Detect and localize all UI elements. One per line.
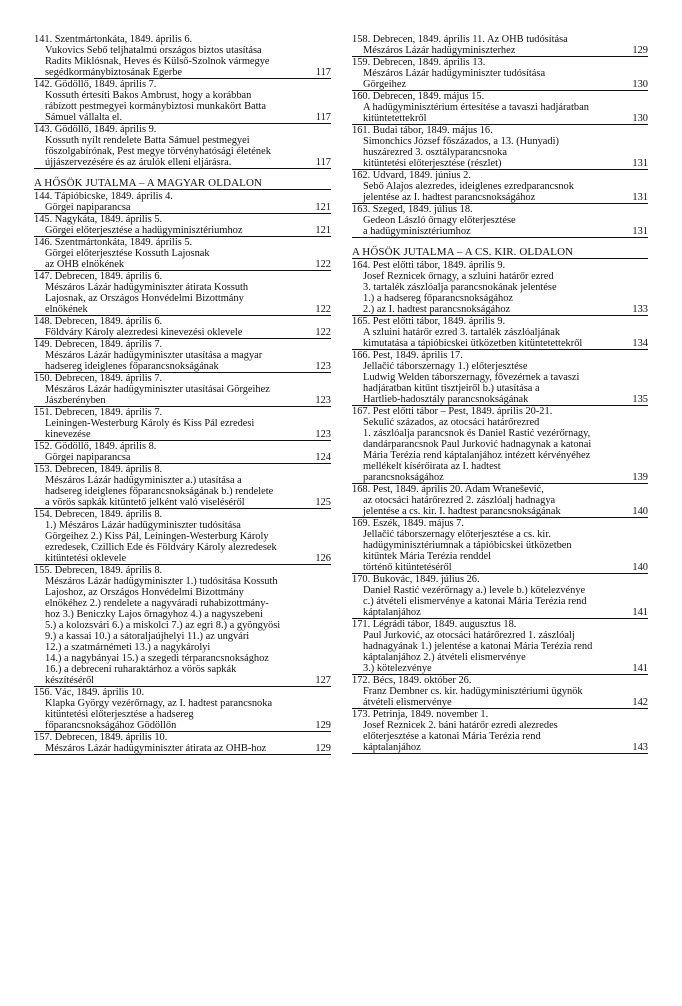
entry-line (352, 652, 648, 663)
entry-text: segédkormánybiztosának Egerbe (45, 67, 183, 78)
page-number: 143 (632, 742, 648, 753)
entry-line (352, 450, 648, 461)
toc-entry (352, 204, 648, 238)
entry-text: kitüntetési előterjesztése (részlet) (363, 158, 502, 169)
toc-entry (34, 407, 331, 441)
toc-entry (352, 619, 648, 675)
entry-text: Görgei napiparancsa (45, 202, 131, 213)
entry-text: A szluini határőr ezred 3. tartalék zászlóaljának (363, 327, 561, 338)
toc-entry (34, 339, 331, 373)
entry-line (352, 686, 648, 697)
page-number: 131 (632, 226, 648, 237)
entry-text: kitüntetési előterjesztése a hadsereg (45, 709, 194, 720)
entry-text: Görgei napiparancsa (45, 452, 131, 463)
entry-text: 2.) az I. hadtest parancsnokságához (363, 304, 511, 315)
entry-text: Sebő Alajos alezredes, ideiglenes ezredparancsnok (363, 181, 574, 192)
page-number: 117 (315, 112, 331, 123)
entry-line (34, 350, 331, 361)
entry-title: 153. Debrecen, 1849. április 8. (34, 464, 163, 475)
page-number: 129 (632, 45, 648, 56)
entry-text: elnökéhez 2.) rendelete a nagyváradi ruhabizottmány- (45, 598, 269, 609)
entry-text: Görgei előterjesztése a hadügyminisztériumhoz (45, 225, 243, 236)
entry-text: hadnagyának 1.) jelentése a katonai Mária Terézia rend (363, 641, 593, 652)
entry-text: Görgeihez (363, 79, 407, 90)
entry-text: 14.) a nagybányai 15.) a szegedi térparancsnoksághoz (45, 653, 269, 664)
entry-title: 164. Pest előtti tábor, 1849. április 9. (352, 260, 506, 271)
entry-line (34, 642, 331, 653)
toc-entry (34, 441, 331, 464)
page-number: 131 (632, 192, 648, 203)
page-number: 140 (632, 562, 648, 573)
toc-entry (352, 709, 648, 754)
entry-text: készítéséről (45, 675, 95, 686)
entry-title: 160. Debrecen, 1849. május 15. (352, 91, 485, 102)
entry-line (34, 56, 331, 67)
entry-line (352, 585, 648, 596)
entry-text: jelentése a cs. kir. I. hadtest parancsnokságának (363, 506, 561, 517)
entry-line (352, 338, 648, 350)
entry-line (352, 226, 648, 238)
entry-line (34, 361, 331, 373)
page-number: 133 (632, 304, 648, 315)
entry-text: hadjáratban kitűnt tisztjeiről b.) utasítása a (363, 383, 540, 394)
section-heading: A HŐSÖK JUTALMA – A MAGYAR OLDALON (34, 178, 331, 190)
toc-entry (34, 191, 331, 214)
entry-title: 149. Debrecen, 1849. április 7. (34, 339, 163, 350)
entry-text: Ludwig Welden táborszernagy, fővezérnek a tavaszi (363, 372, 580, 383)
entry-title: 155. Debrecen, 1849. április 8. (34, 565, 163, 576)
entry-line (34, 146, 331, 157)
entry-text: kitüntetési oklevele (45, 553, 127, 564)
entry-text: Jellačić táborszernagy 1.) előterjesztése (363, 361, 528, 372)
page-number: 140 (632, 506, 648, 517)
toc-entry (352, 125, 648, 170)
entry-line (34, 202, 331, 214)
entry-line (34, 248, 331, 259)
entry-text: történő kitüntetéséről (363, 562, 452, 573)
entry-line (34, 418, 331, 429)
entry-line (352, 731, 648, 742)
page-number: 122 (315, 259, 331, 270)
toc-entry (34, 509, 331, 565)
entry-line (34, 620, 331, 631)
entry-text: elnökének (45, 304, 88, 315)
page-number: 126 (315, 553, 331, 564)
entry-line (34, 45, 331, 56)
entry-text: jelentése az I. hadtest parancsnokságához (363, 192, 536, 203)
entry-text: mellékelt kísérőirata az I. hadtest (363, 461, 501, 472)
entry-line (352, 529, 648, 540)
toc-entry (352, 518, 648, 574)
entry-text: 16.) a debreceni ruharaktárhoz a vörös sapkák (45, 664, 237, 675)
entry-line (34, 384, 331, 395)
entry-text: az otocsáci határőrezred 2. zászlóalj hadnagya (363, 495, 556, 506)
entry-title: 163. Szeged, 1849. július 18. (352, 204, 473, 215)
toc-entry (34, 464, 331, 509)
entry-line (34, 304, 331, 316)
entry-line (352, 372, 648, 383)
toc-entry (34, 732, 331, 755)
entry-text: Mészáros Lázár hadügyminiszter 1.) tudósítása Kossuth (45, 576, 278, 587)
entry-text: dandárparancsnok Paul Jurković hadnagynak a katonai (363, 439, 592, 450)
page-number: 121 (315, 202, 331, 213)
entry-text: c.) átvételi elismervénye a katonai Mária Terézia rend (363, 596, 587, 607)
entry-text: 1.) Mészáros Lázár hadügyminiszter tudósítása (45, 520, 241, 531)
page-number: 122 (315, 327, 331, 338)
entry-line (352, 68, 648, 79)
entry-line (352, 147, 648, 158)
entry-line (34, 698, 331, 709)
entry-text: hoz 3.) Beniczky Lajos őrnagyhoz 4.) a nagyszebeni (45, 609, 263, 620)
page-number: 122 (315, 304, 331, 315)
entry-line (34, 327, 331, 339)
entry-text: Sekulić százados, az otocsáci határőrezred (363, 417, 540, 428)
entry-text: Görgei előterjesztése Kossuth Lajosnak (45, 248, 210, 259)
entry-line (352, 630, 648, 641)
entry-text: Leiningen-Westerburg Károly és Kiss Pál ezredesi (45, 418, 255, 429)
entry-title: 148. Debrecen, 1849. április 6. (34, 316, 163, 327)
entry-text: Mészáros Lázár hadügyminiszter utasítása a magyar (45, 350, 263, 361)
entry-title: 159. Debrecen, 1849. április 13. (352, 57, 486, 68)
page-number: 131 (632, 158, 648, 169)
toc-entry (34, 214, 331, 237)
page-number: 130 (632, 79, 648, 90)
entry-text: 9.) a kassai 10.) a sátoraljaújhelyi 11.) az ungvári (45, 631, 250, 642)
entry-line (352, 495, 648, 506)
toc-entry (352, 170, 648, 204)
entry-title: 166. Pest, 1849. április 17. (352, 350, 463, 361)
entry-text: Görgeihez 2.) Kiss Pál, Leiningen-Westerburg Károly (45, 531, 269, 542)
toc-entry (352, 350, 648, 406)
entry-line (34, 282, 331, 293)
toc-entry (34, 373, 331, 407)
entry-text: 5.) a kolozsvári 6.) a miskolci 7.) az egri 8.) a gyöngyösi (45, 620, 281, 631)
entry-line (352, 293, 648, 304)
entry-title: 142. Gödöllő, 1849. április 7. (34, 79, 157, 90)
entry-title: 167. Pest előtti tábor – Pest, 1849. április 20-21. (352, 406, 553, 417)
entry-line (34, 598, 331, 609)
entry-text: Jászberényben (45, 395, 106, 406)
page-number: 129 (315, 743, 331, 754)
toc-entry (34, 687, 331, 732)
entry-text: rábízott pestmegyei kormánybiztosi munkakört Batta (45, 101, 267, 112)
entry-line (34, 225, 331, 237)
entry-text: Daniel Rastić vezérőrnagy a.) levele b.) kötelezvénye (363, 585, 586, 596)
page-number: 130 (632, 113, 648, 124)
toc-entry (34, 124, 331, 169)
entry-title: 165. Pest előtti tábor, 1849. április 9. (352, 316, 506, 327)
entry-line (34, 395, 331, 407)
entry-text: kitűntek Mária Terézia renddel (363, 551, 492, 562)
entry-text: 12.) a szatmárnémeti 13.) a nagykárolyi (45, 642, 211, 653)
toc-entry (352, 34, 648, 57)
page-number: 139 (632, 472, 648, 483)
entry-line (34, 587, 331, 598)
entry-text: hadsereg ideiglenes főparancsnokságának (45, 361, 219, 372)
page-number: 127 (315, 675, 331, 686)
entry-text: Földváry Károly alezredesi kinevezési oklevele (45, 327, 243, 338)
toc-entry (34, 316, 331, 339)
page-number: 125 (315, 497, 331, 508)
entry-line (352, 697, 648, 709)
entry-line (34, 293, 331, 304)
toc-entry (34, 565, 331, 687)
entry-line (352, 596, 648, 607)
entry-line (352, 45, 648, 57)
entry-title: 143. Gödöllő, 1849. április 9. (34, 124, 157, 135)
entry-text: előterjesztése a katonai Mária Terézia rend (363, 731, 541, 742)
entry-text: Lajoshoz, az Országos Honvédelmi Bizottmány (45, 587, 244, 598)
entry-line (352, 192, 648, 204)
entry-title: 144. Tápióbicske, 1849. április 4. (34, 191, 173, 202)
toc-entry (34, 237, 331, 271)
entry-text: Josef Reznicek őrnagy, a szluini határőr ezred (363, 271, 554, 282)
entry-text: Mészáros Lázár hadügyminiszter átirata Kossuth (45, 282, 249, 293)
entry-text: Paul Jurković, az otocsáci határőrezred 1. zászlóalj (363, 630, 575, 641)
entry-text: Simonchics József főszázados, a 13. (Hunyadi) (363, 136, 559, 147)
entry-text: káptalanjához 2.) átvételi elismervénye (363, 652, 526, 663)
entry-line (352, 720, 648, 731)
entry-text: Mária Terézia rend káptalanjához intézett kérvényéhez (363, 450, 591, 461)
entry-line (34, 101, 331, 112)
entry-line (34, 157, 331, 169)
page-number: 134 (632, 338, 648, 349)
entry-text: Gedeon László őrnagy előterjesztése (363, 215, 516, 226)
entry-title: 156. Vác, 1849. április 10. (34, 687, 145, 698)
entry-line (352, 551, 648, 562)
entry-line (352, 663, 648, 675)
entry-title: 173. Petrinja, 1849. november 1. (352, 709, 489, 720)
entry-title: 141. Szentmártonkáta, 1849. április 6. (34, 34, 193, 45)
entry-text: kinevezése (45, 429, 91, 440)
entry-line (352, 158, 648, 170)
toc-entry (352, 574, 648, 619)
entry-text: káptalanjához (363, 742, 421, 753)
entry-title: 171. Légrádi tábor, 1849. augusztus 18. (352, 619, 517, 630)
entry-line (352, 102, 648, 113)
entry-text: Lajosnak, az Országos Honvédelmi Bizottmány (45, 293, 244, 304)
entry-line (34, 452, 331, 464)
section-heading: A HŐSÖK JUTALMA – A CS. KIR. OLDALON (352, 247, 648, 259)
entry-line (352, 439, 648, 450)
entry-text: Kossuth értesíti Bakos Ambrust, hogy a korábban (45, 90, 252, 101)
entry-line (34, 90, 331, 101)
entry-text: Mészáros Lázár hadügyminiszter átirata az OHB-hoz (45, 743, 267, 754)
entry-text: az OHB elnökének (45, 259, 125, 270)
left-column (34, 34, 331, 755)
entry-line (34, 675, 331, 687)
entry-text: Hartlieb-hadosztály parancsnokságának (363, 394, 529, 405)
entry-text: ezredesek, Czillich Ede és Földváry Károly alezredesek (45, 542, 277, 553)
entry-line (352, 394, 648, 406)
entry-title: 170. Bukovác, 1849. július 26. (352, 574, 480, 585)
entry-line (352, 540, 648, 551)
entry-title: 162. Udvard, 1849. június 2. (352, 170, 471, 181)
entry-text: újjászervezésére és az árulók elleni eljárásra. (45, 157, 232, 168)
right-column (352, 34, 648, 754)
entry-line (34, 135, 331, 146)
entry-text: Sámuel vállalta el. (45, 112, 123, 123)
entry-text: 1.) a hadsereg főparancsnokságához (363, 293, 514, 304)
entry-line (34, 429, 331, 441)
entry-line (34, 475, 331, 486)
entry-text: hadügyminisztériumnak a tápióbicskei ütközetben (363, 540, 572, 551)
toc-entry (352, 57, 648, 91)
entry-text: Klapka György vezérőrnagy, az I. hadtest parancsnoka (45, 698, 273, 709)
entry-text: a hadügyminisztériumhoz (363, 226, 471, 237)
entry-title: 158. Debrecen, 1849. április 11. Az OHB tudósítása (352, 34, 568, 45)
entry-text: parancsnokságához (363, 472, 444, 483)
entry-line (352, 742, 648, 754)
entry-text: Mészáros Lázár hadügyminiszter tudósítása (363, 68, 546, 79)
entry-title: 154. Debrecen, 1849. április 8. (34, 509, 163, 520)
page-number: 117 (315, 157, 331, 168)
toc-entry (352, 484, 648, 518)
entry-line (34, 486, 331, 497)
entry-line (34, 531, 331, 542)
entry-text: a vörös sapkák kitüntető jelként való viseléséről (45, 497, 245, 508)
page-number: 123 (315, 361, 331, 372)
entry-text: Mészáros Lázár hadügyminiszterhez (363, 45, 516, 56)
entry-line (352, 327, 648, 338)
entry-line (34, 576, 331, 587)
entry-line (352, 506, 648, 518)
entry-text: kitüntetettekről (363, 113, 427, 124)
entry-line (352, 641, 648, 652)
entry-text: Kossuth nyílt rendelete Batta Sámuel pestmegyei (45, 135, 250, 146)
entry-line (352, 607, 648, 619)
entry-text: Jellačić táborszernagy előterjesztése a cs. kir. (363, 529, 551, 540)
entry-line (352, 472, 648, 484)
toc-entry (34, 34, 331, 79)
entry-line (34, 553, 331, 565)
entry-text: Mészáros Lázár hadügyminiszter utasításai Görgeihez (45, 384, 270, 395)
entry-text: huszárezred 3. osztályparancsnoka (363, 147, 507, 158)
entry-text: Radits Miklósnak, Heves és Külső-Szolnok vármegye (45, 56, 270, 67)
entry-line (34, 259, 331, 271)
toc-entry (352, 260, 648, 316)
page-number: 142 (632, 697, 648, 708)
entry-text: kimutatása a tápióbicskei ütközetben kitüntetettekről (363, 338, 583, 349)
entry-line (34, 664, 331, 675)
toc-entry (34, 271, 331, 316)
entry-title: 150. Debrecen, 1849. április 7. (34, 373, 163, 384)
entry-text: hadsereg ideiglenes főparancsnokságának b.) rendelete (45, 486, 274, 497)
entry-text: A hadügyminisztérium értesítése a tavaszi hadjáratban (363, 102, 589, 113)
entry-title: 145. Nagykáta, 1849. április 5. (34, 214, 163, 225)
entry-title: 147. Debrecen, 1849. április 6. (34, 271, 163, 282)
entry-line (352, 562, 648, 574)
entry-line (352, 417, 648, 428)
entry-text: főszolgabírónak, Pest megye törvényhatósági életének (45, 146, 271, 157)
entry-line (352, 79, 648, 91)
entry-text: főparancsnokságához Gödöllőn (45, 720, 177, 731)
entry-text: 3. tartalék zászlóalja parancsnokának jelentése (363, 282, 557, 293)
entry-line (352, 282, 648, 293)
toc-entry (352, 675, 648, 709)
page-number: 129 (315, 720, 331, 731)
page-number: 135 (632, 394, 648, 405)
entry-line (34, 609, 331, 620)
entry-line (352, 383, 648, 394)
entry-line (34, 709, 331, 720)
toc-entry (34, 79, 331, 124)
entry-title: 146. Szentmártonkáta, 1849. április 5. (34, 237, 193, 248)
entry-line (34, 720, 331, 732)
entry-title: 157. Debrecen, 1849. április 10. (34, 732, 168, 743)
entry-line (34, 520, 331, 531)
entry-line (352, 136, 648, 147)
entry-text: átvételi elismervénye (363, 697, 452, 708)
entry-line (352, 271, 648, 282)
entry-text: 3.) kötelezvénye (363, 663, 432, 674)
page-number: 117 (315, 67, 331, 78)
entry-text: Franz Dembner cs. kir. hadügyminisztériumi ügynök (363, 686, 583, 697)
entry-title: 172. Bécs, 1849. október 26. (352, 675, 472, 686)
entry-line (352, 461, 648, 472)
page-number: 123 (315, 395, 331, 406)
entry-title: 169. Eszék, 1849. május 7. (352, 518, 464, 529)
entry-title: 151. Debrecen, 1849. április 7. (34, 407, 163, 418)
entry-line (352, 113, 648, 125)
entry-line (34, 631, 331, 642)
entry-text: Vukovics Sebő teljhatalmú országos biztos utasítása (45, 45, 262, 56)
entry-title: 161. Budai tábor, 1849. május 16. (352, 125, 493, 136)
page-number: 123 (315, 429, 331, 440)
entry-line (34, 67, 331, 79)
page-number: 141 (632, 607, 648, 618)
entry-line (34, 112, 331, 124)
entry-text: káptalanjához (363, 607, 421, 618)
entry-line (34, 653, 331, 664)
entry-title: 168. Pest, 1849. április 20. Adam Wranešević, (352, 484, 544, 495)
entry-line (352, 361, 648, 372)
entry-text: Mészáros Lázár hadügyminiszter a.) utasítása a (45, 475, 242, 486)
entry-line (34, 743, 331, 755)
toc-entry (352, 406, 648, 484)
entry-title: 152. Gödöllő, 1849. április 8. (34, 441, 157, 452)
entry-line (352, 215, 648, 226)
entry-text: Josef Reznicek 2. báni határőr ezredi alezredes (363, 720, 558, 731)
toc-entry (352, 316, 648, 350)
entry-line (352, 428, 648, 439)
entry-line (34, 497, 331, 509)
entry-line (352, 304, 648, 316)
page-number: 121 (315, 225, 331, 236)
page-number: 141 (632, 663, 648, 674)
page-number: 124 (315, 452, 331, 463)
entry-line (34, 542, 331, 553)
entry-text: 1. zászlóalja parancsnok és Daniel Rastić vezérőrnagy, (363, 428, 591, 439)
entry-line (352, 181, 648, 192)
toc-entry (352, 91, 648, 125)
